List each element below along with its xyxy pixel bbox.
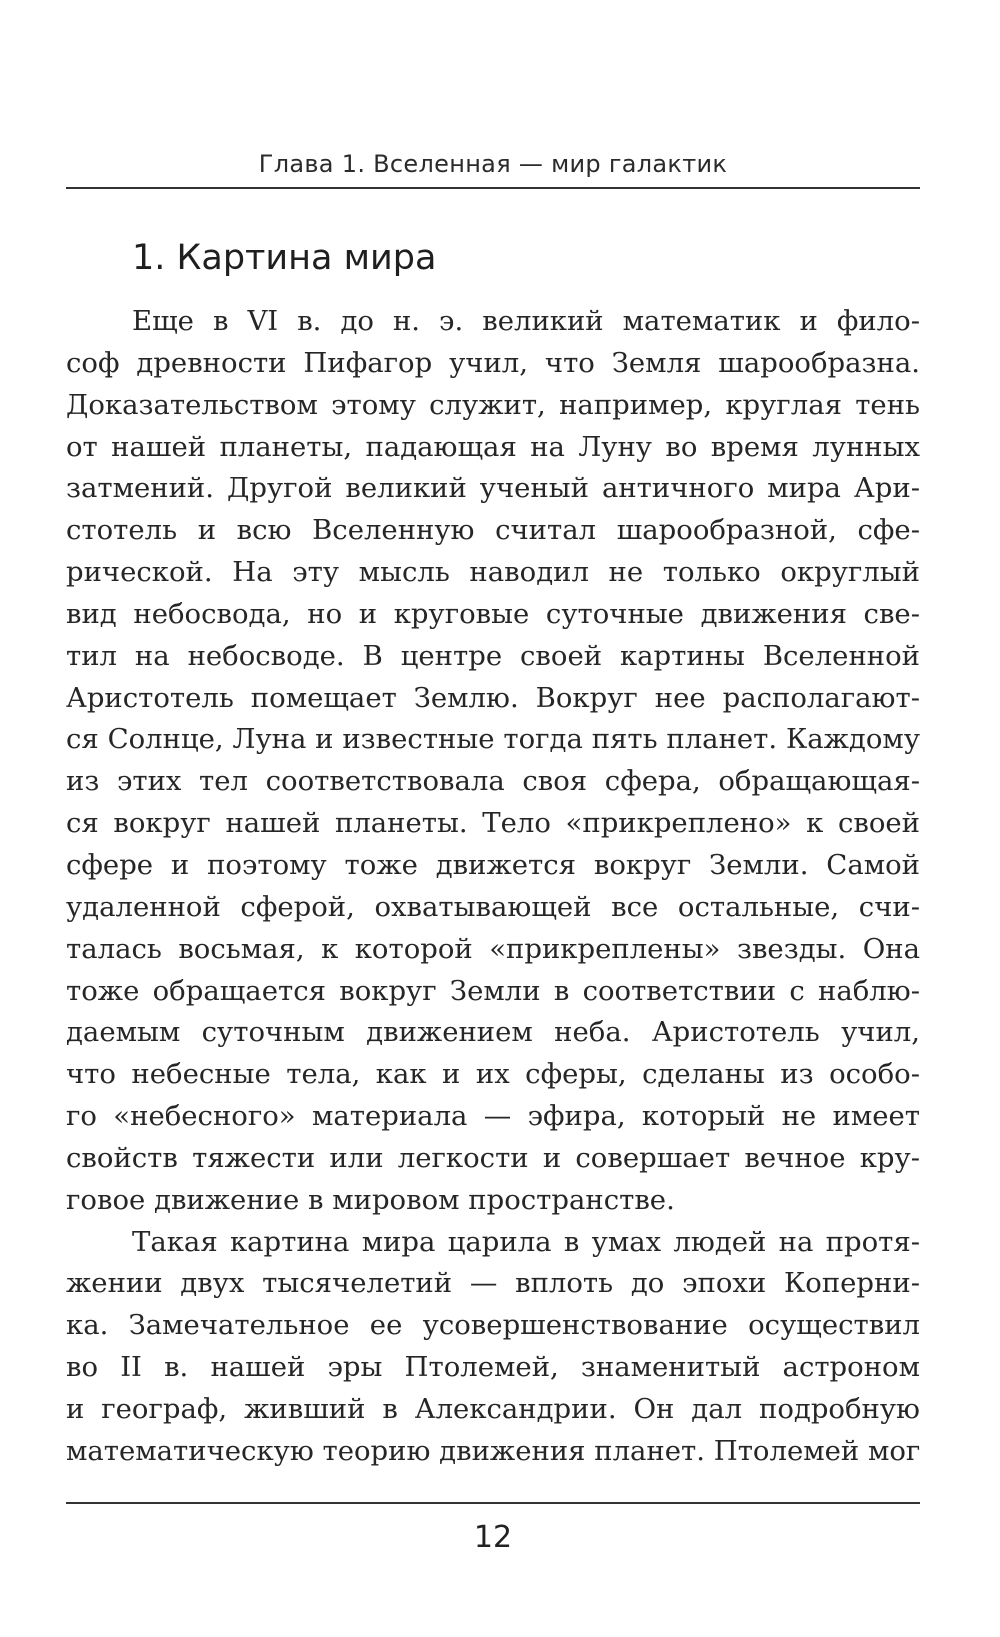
paragraph-2	[66, 1222, 920, 1473]
text-line: Аристотель помещает Землю. Вокруг нее располагают-	[66, 681, 920, 714]
text-line: Такая картина мира царила в умах людей на протя-	[132, 1225, 920, 1258]
paragraph-1	[66, 301, 920, 1222]
text-line: сфере и поэтому тоже движется вокруг Земли. Самой	[66, 848, 920, 881]
footer-rule	[66, 1502, 920, 1504]
text-line: тил на небосводе. В центре своей картины Вселенной	[66, 639, 920, 672]
text-line: соф древности Пифагор учил, что Земля шарообразна.	[66, 346, 920, 379]
text-line: ся вокруг нашей планеты. Тело «прикреплено» к своей	[66, 807, 920, 840]
text-line: ка. Замечательное ее усовершенствование осуществил	[66, 1309, 920, 1342]
page-number: 12	[473, 1520, 513, 1555]
text-line: жении двух тысячелетий — вплоть до эпохи Коперни-	[66, 1267, 920, 1300]
text-line: математическую теорию движения планет. Птолемей мог	[66, 1434, 921, 1467]
text-line: Доказательством этому служит, например, круглая тень	[66, 388, 920, 421]
text-line: ся Солнце, Луна и известные тогда пять планет. Каждому	[66, 723, 920, 756]
text-line: и географ, живший в Александрии. Он дал подробную	[66, 1392, 920, 1425]
text-line: что небесные тела, как и их сферы, сделаны из особо-	[66, 1058, 920, 1091]
body-text	[66, 301, 920, 1473]
text-line: свойств тяжести или легкости и совершает вечное кру-	[66, 1141, 920, 1174]
section-title: 1. Картина мира	[132, 238, 437, 278]
text-line: вид небосвода, но и круговые суточные движения све-	[66, 597, 920, 630]
text-line: даемым суточным движением неба. Аристотель учил,	[66, 1016, 920, 1049]
running-head: Глава 1. Вселенная — мир галактик	[258, 150, 728, 178]
text-line: талась восьмая, к которой «прикреплены» звезды. Она	[66, 932, 920, 965]
text-line: удаленной сферой, охватывающей все остальные, счи-	[66, 890, 920, 923]
text-line: стотель и всю Вселенную считал шарообразной, сфе-	[66, 514, 920, 547]
header-rule	[66, 187, 920, 189]
text-line: тоже обращается вокруг Земли в соответствии с наблю-	[66, 974, 920, 1007]
text-line: го «небесного» материала — эфира, который не имеет	[66, 1100, 920, 1133]
text-line: затмений. Другой великий ученый античного мира Ари-	[66, 472, 920, 505]
text-line: говое движение в мировом пространстве.	[66, 1183, 675, 1216]
text-line: во II в. нашей эры Птолемей, знаменитый астроном	[66, 1351, 920, 1384]
text-line: из этих тел соответствовала своя сфера, обращающая-	[66, 765, 920, 798]
text-line: Еще в VI в. до н. э. великий математик и фило-	[132, 305, 920, 337]
text-line: рической. На эту мысль наводил не только округлый	[66, 556, 920, 589]
text-line: от нашей планеты, падающая на Луну во время лунных	[66, 430, 920, 463]
